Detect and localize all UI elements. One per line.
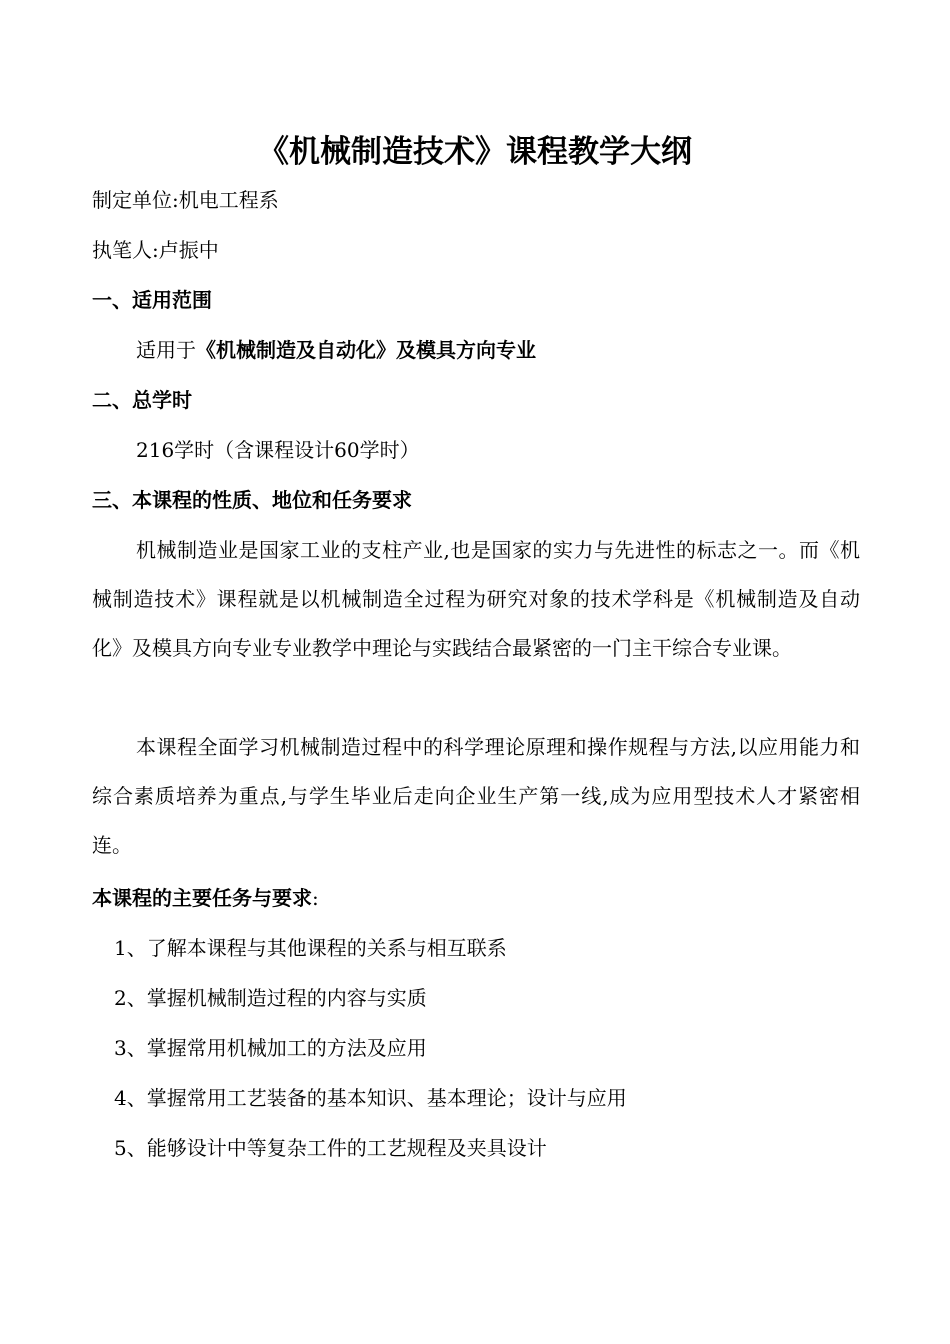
task-item: 3、掌握常用机械加工的方法及应用 [114, 1036, 427, 1060]
task-item: 2、掌握机械制造过程的内容与实质 [114, 986, 427, 1010]
task-item: 5、能够设计中等复杂工件的工艺规程及夹具设计 [114, 1136, 547, 1160]
section2-heading: 二、总学时 [92, 388, 192, 412]
section3-heading: 三、本课程的性质、地位和任务要求 [92, 488, 412, 512]
unit-line: 制定单位:机电工程系 [92, 188, 279, 212]
task-item: 1、了解本课程与其他课程的关系与相互联系 [114, 936, 507, 960]
task-item: 4、掌握常用工艺装备的基本知识、基本理论；设计与应用 [114, 1086, 627, 1110]
author-line: 执笔人:卢振中 [92, 238, 219, 262]
tasks-heading-text: 本课程的主要任务与要求 [92, 886, 312, 910]
section1-bold-text: 《机械制造及自动化》及模具方向专业 [196, 338, 536, 362]
section2-text: 216学时（含课程设计60学时） [136, 438, 420, 462]
section3-paragraph-1: 机械制造业是国家工业的支柱产业,也是国家的实力与先进性的标志之一。而《机械制造技术》课程就是以机械制造全过程为研究对象的技术学科是《机械制造及自动化》及模具方向专业专业教学中理论与实践结合最紧密的一门主干综合专业课。 [92, 538, 860, 660]
section1-text [136, 336, 536, 364]
tasks-heading-colon: : [312, 886, 319, 910]
document-title: 《机械制造技术》课程教学大纲 [258, 134, 692, 170]
section1-prefix: 适用于 [136, 338, 196, 362]
tasks-heading [92, 884, 319, 912]
section3-paragraph-2: 本课程全面学习机械制造过程中的科学理论原理和操作规程与方法,以应用能力和综合素质培养为重点,与学生毕业后走向企业生产第一线,成为应用型技术人才紧密相连。 [92, 735, 860, 857]
section1-heading: 一、适用范围 [92, 288, 212, 312]
